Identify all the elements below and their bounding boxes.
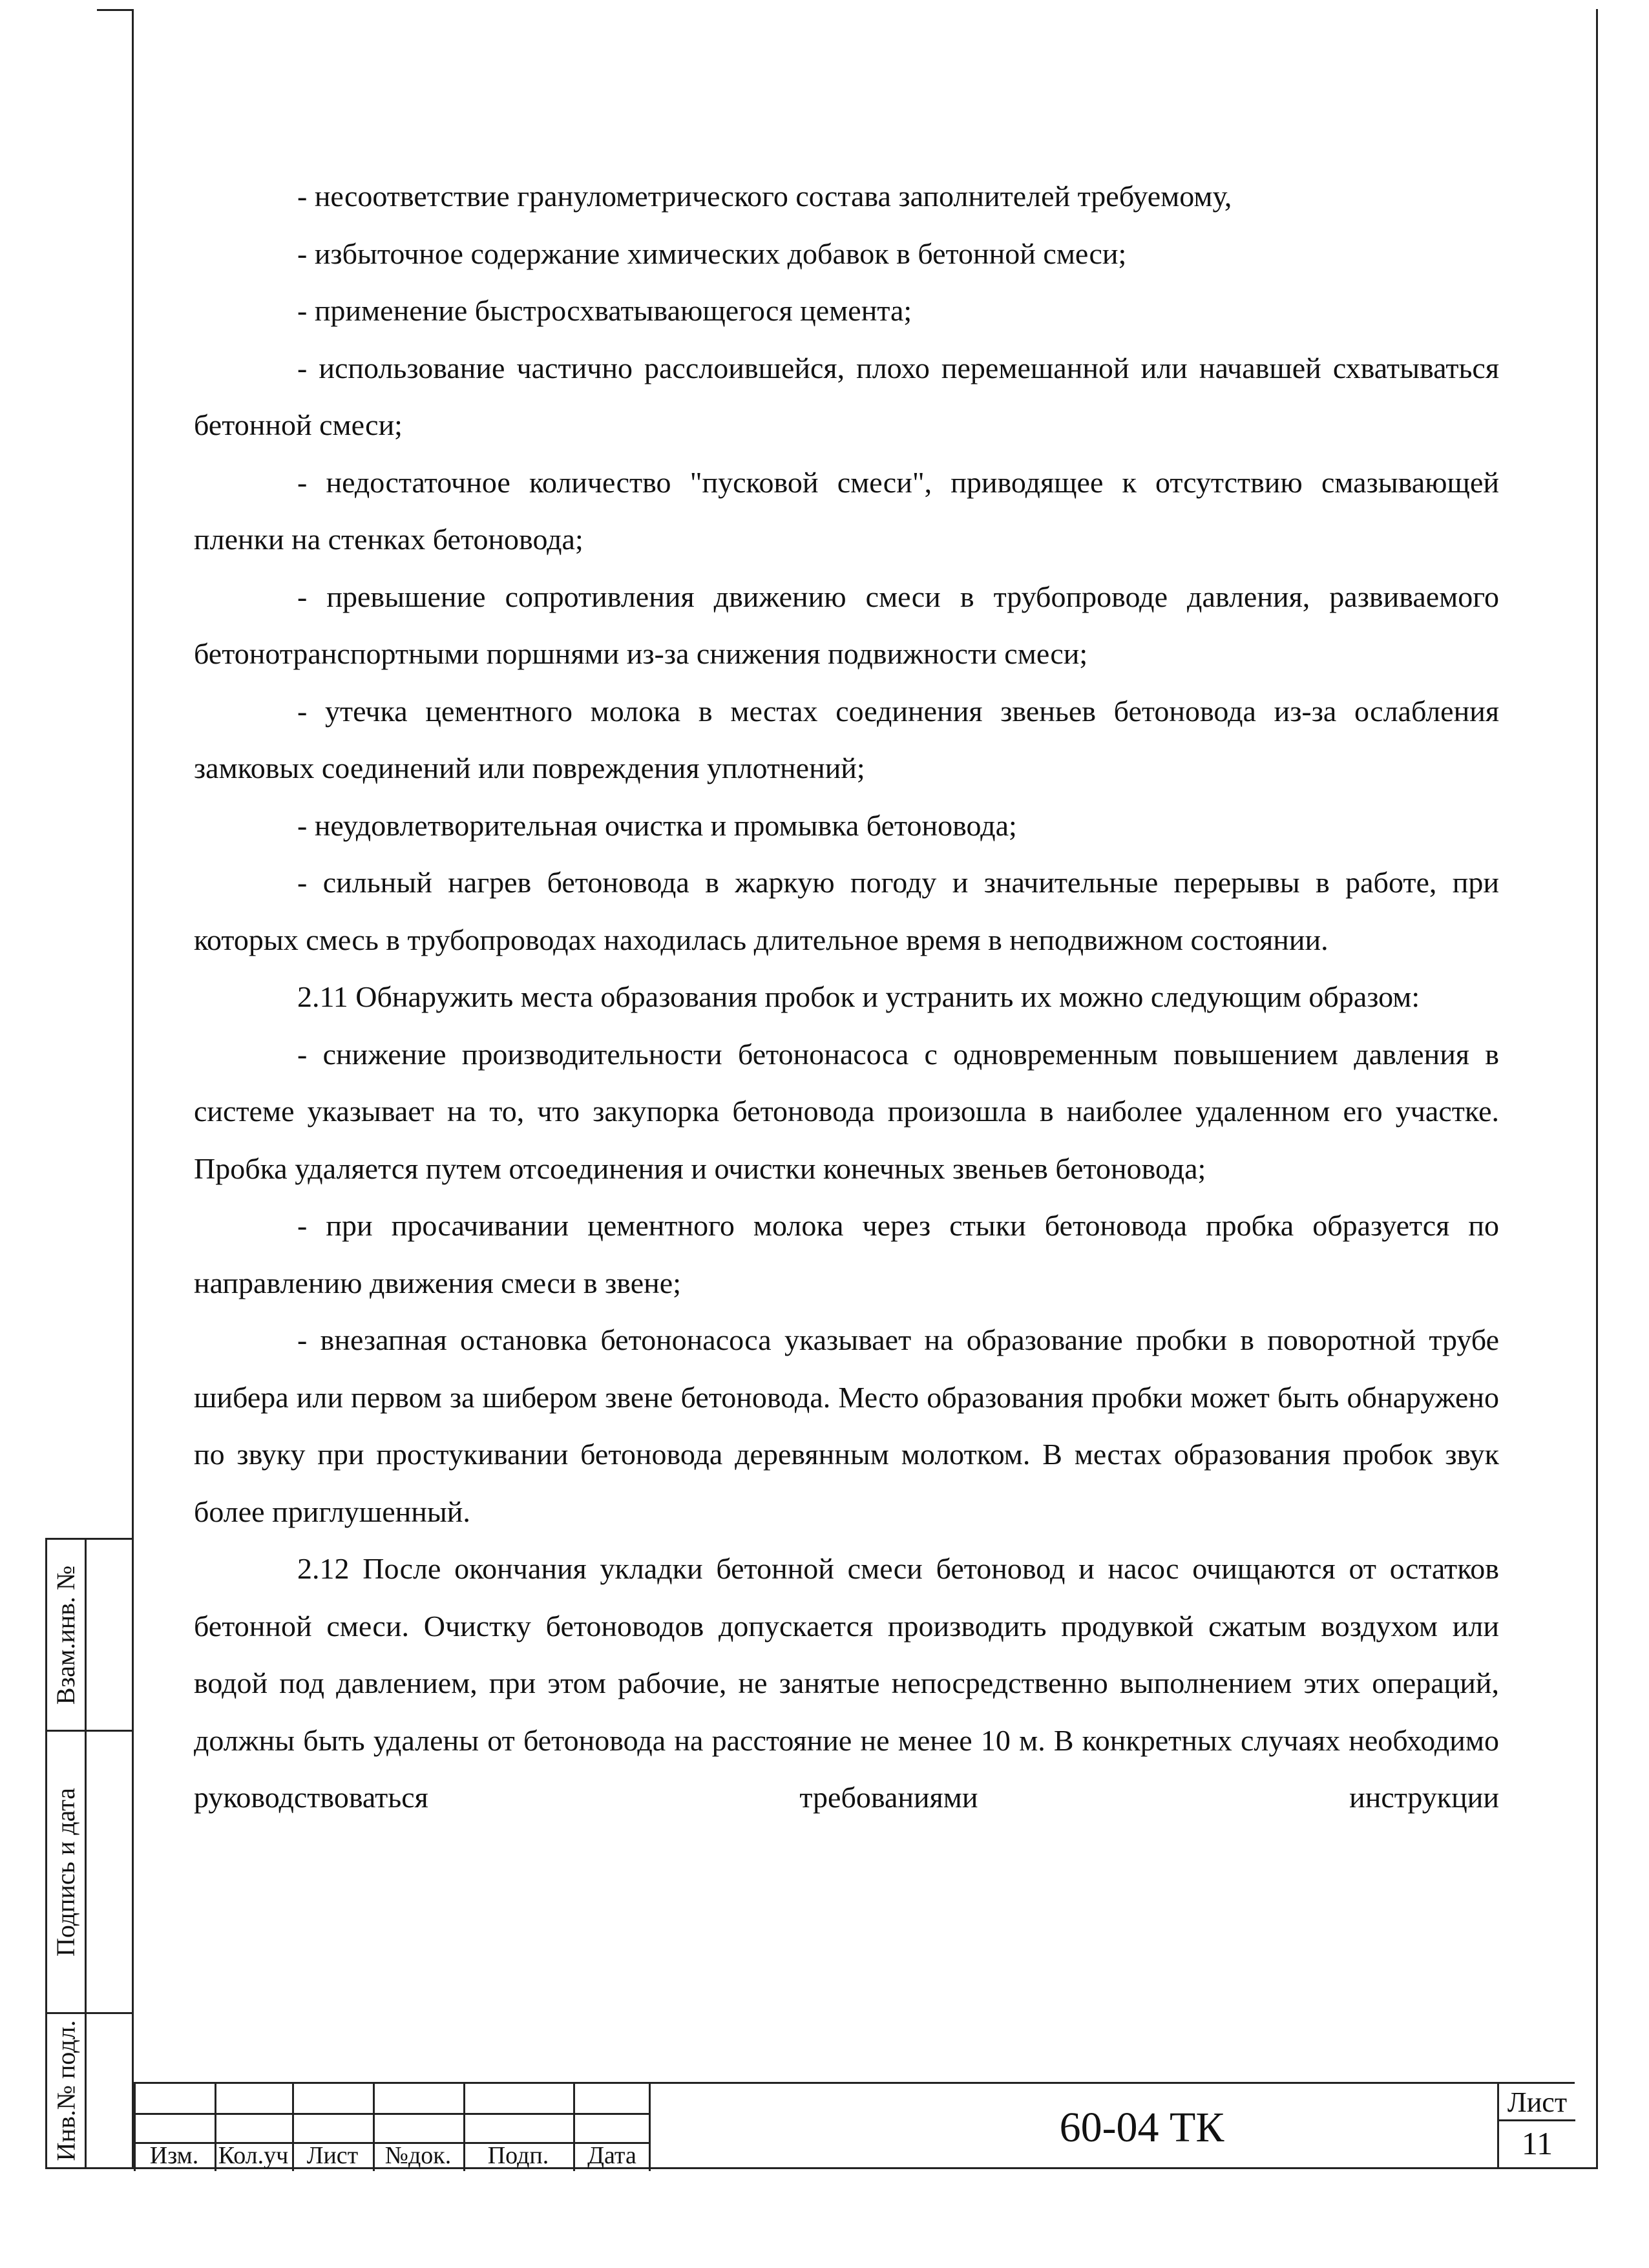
label-signature-date: Подпись и дата (51, 1787, 81, 1957)
paragraph: - сильный нагрев бетоновода в жаркую погоду и значительные перерывы в работе, при которых смесь в трубопроводах находилась длительное время в неподвижном состоянии. (194, 866, 1499, 956)
paragraph: - внезапная остановка бетононасоса указывает на образование пробки в поворотной трубе шибера или первом за шибером звене бетоновода. Место образования пробки может быть обнаружено по звуку при простукивании бетоновода деревянным молотком. В местах образования пробок звук более приглушенный. (194, 1323, 1499, 1528)
margin-strip-original (45, 2012, 132, 2169)
paragraph: 2.12 После окончания укладки бетонной смеси бетоновод и насос очищаются от остатков бетонной смеси. Очистку бетоноводов допускается производить продувкой сжатым воздухом или водой под давлением, при этом рабочие, не занятые непосредственно выполнением этих операций, должны быть удалены от бетоновода на расстояние не менее 10 м. В конкретных случаях необходимо руководствоваться требованиями инструкции (194, 1552, 1499, 1814)
paragraph: - избыточное содержание химических добавок в бетонной смеси; (297, 236, 1127, 270)
sheet-number: 11 (1521, 2125, 1553, 2161)
paragraph: - при просачивании цементного молока через стыки бетоновода пробка образуется по направлению движения смеси в звене; (194, 1209, 1499, 1299)
paragraph: - несоответствие гранулометрического состава заполнителей требуемому, (297, 180, 1232, 213)
title-block-column-header: Подп. (487, 2142, 549, 2169)
paragraph: - недостаточное количество "пусковой смеси", приводящее к отсутствию смазывающей пленки на стенках бетоновода; (194, 465, 1499, 556)
title-block-column-header: №док. (384, 2142, 452, 2169)
paragraph: - применение быстросхватывающегося цемента; (297, 294, 912, 327)
paragraph: - снижение производительности бетононасоса с одновременным повышением давления в системе указывает на то, что закупорка бетоновода произошла в наиболее удаленном его участке. Пробка удаляется путем отсоединения и очистки конечных звеньев бетоновода; (194, 1037, 1499, 1185)
sheet-label: Лист (1507, 2086, 1568, 2118)
paragraph: - превышение сопротивления движению смеси в трубопроводе давления, развиваемого бетонотранспортными поршнями из-за снижения подвижности смеси; (194, 580, 1499, 670)
document-body (194, 168, 1499, 1827)
paragraph: - утечка цементного молока в местах соединения звеньев бетоновода из-за ослабления замковых соединений или повреждения уплотнений; (194, 694, 1499, 784)
title-block (134, 2082, 1575, 2171)
title-block-column-header: Кол.уч (218, 2142, 289, 2169)
margin-strip-signature (45, 1730, 132, 2014)
label-original-inv: Инв.№ подл. (51, 2020, 81, 2161)
margin-strip-replacement (45, 1538, 132, 1732)
title-block-column-header: Изм. (149, 2142, 199, 2169)
frame-top-stub (97, 9, 134, 11)
title-block-column-header: Дата (587, 2142, 636, 2169)
sheet-number-box (1497, 2082, 1575, 2169)
label-replacement-inv: Взам.инв. № (51, 1565, 81, 1705)
frame-left-line (132, 9, 134, 2169)
paragraph: - неудовлетворительная очистка и промывка бетоновода; (297, 808, 1017, 842)
revision-table (134, 2084, 651, 2171)
title-block-column-header: Лист (306, 2142, 359, 2169)
frame-right-line (1596, 9, 1598, 2169)
document-code: 60-04 ТК (1059, 2103, 1224, 2151)
paragraph: - использование частично расслоившейся, плохо перемешанной или начавшей схватываться бетонной смеси; (194, 351, 1499, 441)
paragraph: 2.11 Обнаружить места образования пробок и устранить их можно следующим образом: (297, 980, 1420, 1013)
